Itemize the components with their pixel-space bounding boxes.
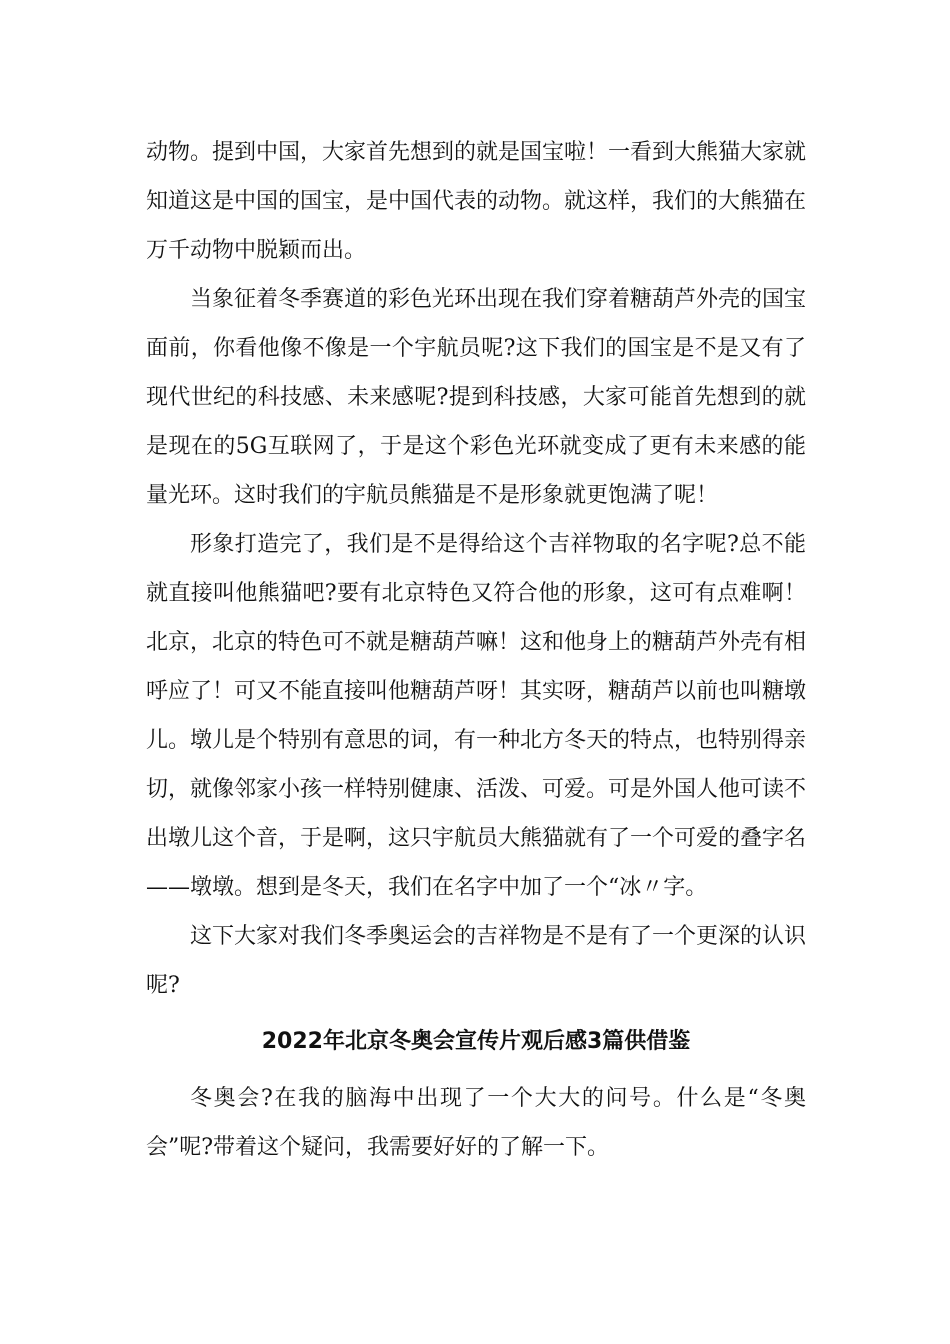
paragraph-conclusion: 这下大家对我们冬季奥运会的吉祥物是不是有了一个更深的认识呢? (146, 924, 807, 998)
paragraph-winter-olympics: 冬奥会?在我的脑海中出现了一个大大的问号。什么是“冬奥会”呢?带着这个疑问，我需要好好的了解一下。 (146, 1086, 806, 1160)
paragraph-astronaut: 当象征着冬季赛道的彩色光环出现在我们穿着糖葫芦外壳的国宝面前，你看他像不像是一个宇航员呢?这下我们的国宝是不是又有了现代世纪的科技感、未来感呢?提到科技感，大家可能首先想到的就是现在的5G互联网了，于是这个彩色光环就变成了更有未来感的能量光环。这时我们的宇航员熊猫是不是形象就更饱满了呢！ (146, 287, 807, 508)
document-body (146, 128, 806, 1172)
paragraph-naming: 形象打造完了，我们是不是得给这个吉祥物取的名字呢?总不能就直接叫他熊猫吧?要有北京特色又符合他的形象，这可有点难啊！北京，北京的特色可不就是糖葫芦嘛！这和他身上的糖葫芦外壳有相呼应了！可又不能直接叫他糖葫芦呀！其实呀，糖葫芦以前也叫糖墩儿。墩儿是个特别有意思的词，有一种北方冬天的特点，也特别得亲切，就像邻家小孩一样特别健康、活泼、可爱。可是外国人他可读不出墩儿这个音，于是啊，这只宇航员大熊猫就有了一个可爱的叠字名——墩墩。想到是冬天，我们在名字中加了一个“冰〃字。 (146, 532, 807, 900)
section-heading: 2022年北京冬奥会宣传片观后感3篇供借鉴 (261, 1029, 691, 1054)
paragraph-pandas-intro: 动物。提到中国，大家首先想到的就是国宝啦！一看到大熊猫大家就知道这是中国的国宝，是中国代表的动物。就这样，我们的大熊猫在万千动物中脱颖而出。 (146, 140, 807, 263)
